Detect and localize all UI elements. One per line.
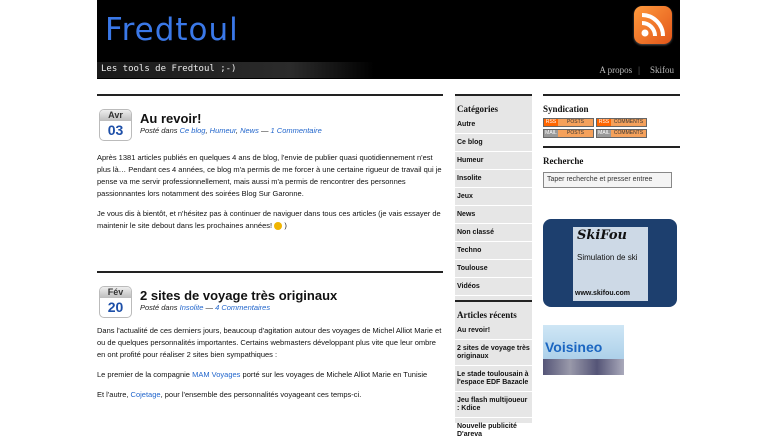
recent-item[interactable]: Nouvelle publicité D'areva [455,418,532,444]
nav-skifou[interactable]: Skifou [649,65,674,75]
site-header [97,0,680,79]
button-left: MAIL [598,130,610,136]
post-body [97,325,443,409]
post-text: , pour l'ensemble des personnalités voyageant ces temps-ci. [160,390,362,399]
skifou-subtitle: Simulation de ski [577,253,638,262]
post-month: Avr [100,110,131,121]
smiley-icon [274,222,282,230]
button-left: MAIL [545,130,557,136]
voisineo-logo: Voisineo [545,339,603,355]
skifou-title: SkiFou [577,228,627,243]
tagline: Les tools de Fredtoul ;-) [101,64,237,74]
category-item[interactable]: Non classé [455,224,532,242]
category-item[interactable]: Toulouse [455,260,532,278]
search-heading: Recherche [543,146,680,170]
category-link[interactable]: Insolite [179,303,204,312]
category-link[interactable]: Humeur [209,126,236,135]
category-item[interactable]: Ce blog [455,134,532,152]
date-badge [100,287,131,317]
site-title[interactable]: Fredtoul [105,12,239,48]
category-item[interactable]: Jeux [455,188,532,206]
button-right: POSTS [558,119,593,126]
cojetage-link[interactable]: Cojetage [130,390,161,399]
post-voyage [97,273,443,433]
post-day: 03 [107,122,124,138]
post-paragraph [97,369,443,381]
rss-comments-button[interactable] [596,118,647,127]
rss-icon[interactable] [634,6,672,44]
post-paragraph: Dans l'actualité de ces derniers jours, beaucoup d'agitation autour des voyages de Michel Alliot Marie et ou de quelques personnalités importantes. Certains webmasters développant plus vite que leur ombre en ont profité pour réaliser 2 sites bien sympathiques : [97,326,442,359]
skifou-url: www.skifou.com [575,290,630,297]
syndication-heading: Syndication [543,94,680,118]
post-text: Le premier de la compagnie [97,370,190,379]
post-text: porté sur les voyages de Michele Alliot Marie en Tunisie [242,370,428,379]
post-day: 20 [107,299,124,315]
recent-item[interactable]: Jeu flash multijoueur : Kdice [455,392,532,418]
button-left: RSS [598,119,610,125]
comments-link[interactable]: 1 Commentaire [270,126,322,135]
nav-a-propos[interactable]: A propos [599,65,633,75]
recent-heading: Articles récents [455,300,532,322]
main-content [97,94,443,433]
comments-link[interactable]: 4 Commentaires [215,303,271,312]
voisineo-banner[interactable] [543,325,624,375]
categories-heading: Catégories [455,94,532,116]
post-paragraph-end: ) [284,221,287,230]
post-text: Et l'autre, [97,390,129,399]
rss-glyph [634,6,672,44]
category-item[interactable]: Autre [455,116,532,134]
recent-item[interactable]: 2 sites de voyage très originaux [455,340,532,366]
syndication-row [543,129,680,138]
meta-prefix: Posté dans [140,303,178,312]
category-item[interactable]: Vidéos [455,278,532,296]
mail-comments-button[interactable] [596,129,647,138]
mail-posts-button[interactable] [543,129,594,138]
recent-item[interactable]: Le stade toulousain à l'espace EDF Bazacle [455,366,532,392]
post-body [97,152,443,240]
category-item[interactable]: News [455,206,532,224]
category-item[interactable]: Techno [455,242,532,260]
syndication-row [543,118,680,127]
mam-voyages-link[interactable]: MAM Voyages [192,370,241,379]
nav-separator: | [638,65,640,75]
city-skyline [543,359,624,375]
recent-item[interactable]: Au revoir! [455,322,532,340]
category-link[interactable]: Ce blog [179,126,206,135]
search-input[interactable]: Taper recherche et presser entree [543,172,672,188]
button-right: COMMENTS [611,130,646,137]
post-paragraph [97,389,443,401]
top-nav [589,65,674,75]
category-item[interactable]: Humeur [455,152,532,170]
post-title[interactable]: Au revoir! [140,111,202,126]
button-right: COMMENTS [611,119,646,126]
category-item[interactable]: Insolite [455,170,532,188]
post-title[interactable]: 2 sites de voyage très originaux [140,288,338,303]
meta-prefix: Posté dans [140,126,178,135]
date-badge [100,110,131,140]
post-month: Fév [100,287,131,298]
post-meta: Posté dans Insolite — 4 Commentaires [140,303,271,312]
category-link[interactable]: News [240,126,259,135]
post-paragraph: Après 1381 articles publiés en quelques 4 ans de blog, l'envie de publier quasi quotidiennement n'est plus là… Pendant ces 4 années, ce blog m'a permis de me forcer à une certaine rigueur de travail qui je pense va me servir professionnellement, mais aussi m'a permis de rencontrer des personnes passionnantes lors notamment des soirées Blog Sur Garonne. [97,153,442,198]
post-au-revoir [97,96,443,271]
tagline-bar [97,62,374,78]
sidebar-right [543,94,680,355]
post-meta: Posté dans Ce blog, Humeur, News — 1 Commentaire [140,126,322,135]
post-paragraph-text: Je vous dis à bientôt, et n'hésitez pas à continuer de naviguer dans tous ces articles (je vais essayer de maintenir le site debout dans les prochaines années! [97,209,441,230]
rss-posts-button[interactable] [543,118,594,127]
sidebar-categories [455,94,532,438]
button-right: POSTS [558,130,593,137]
post-paragraph [97,208,443,232]
button-left: RSS [545,119,557,125]
skifou-banner[interactable] [543,219,677,307]
